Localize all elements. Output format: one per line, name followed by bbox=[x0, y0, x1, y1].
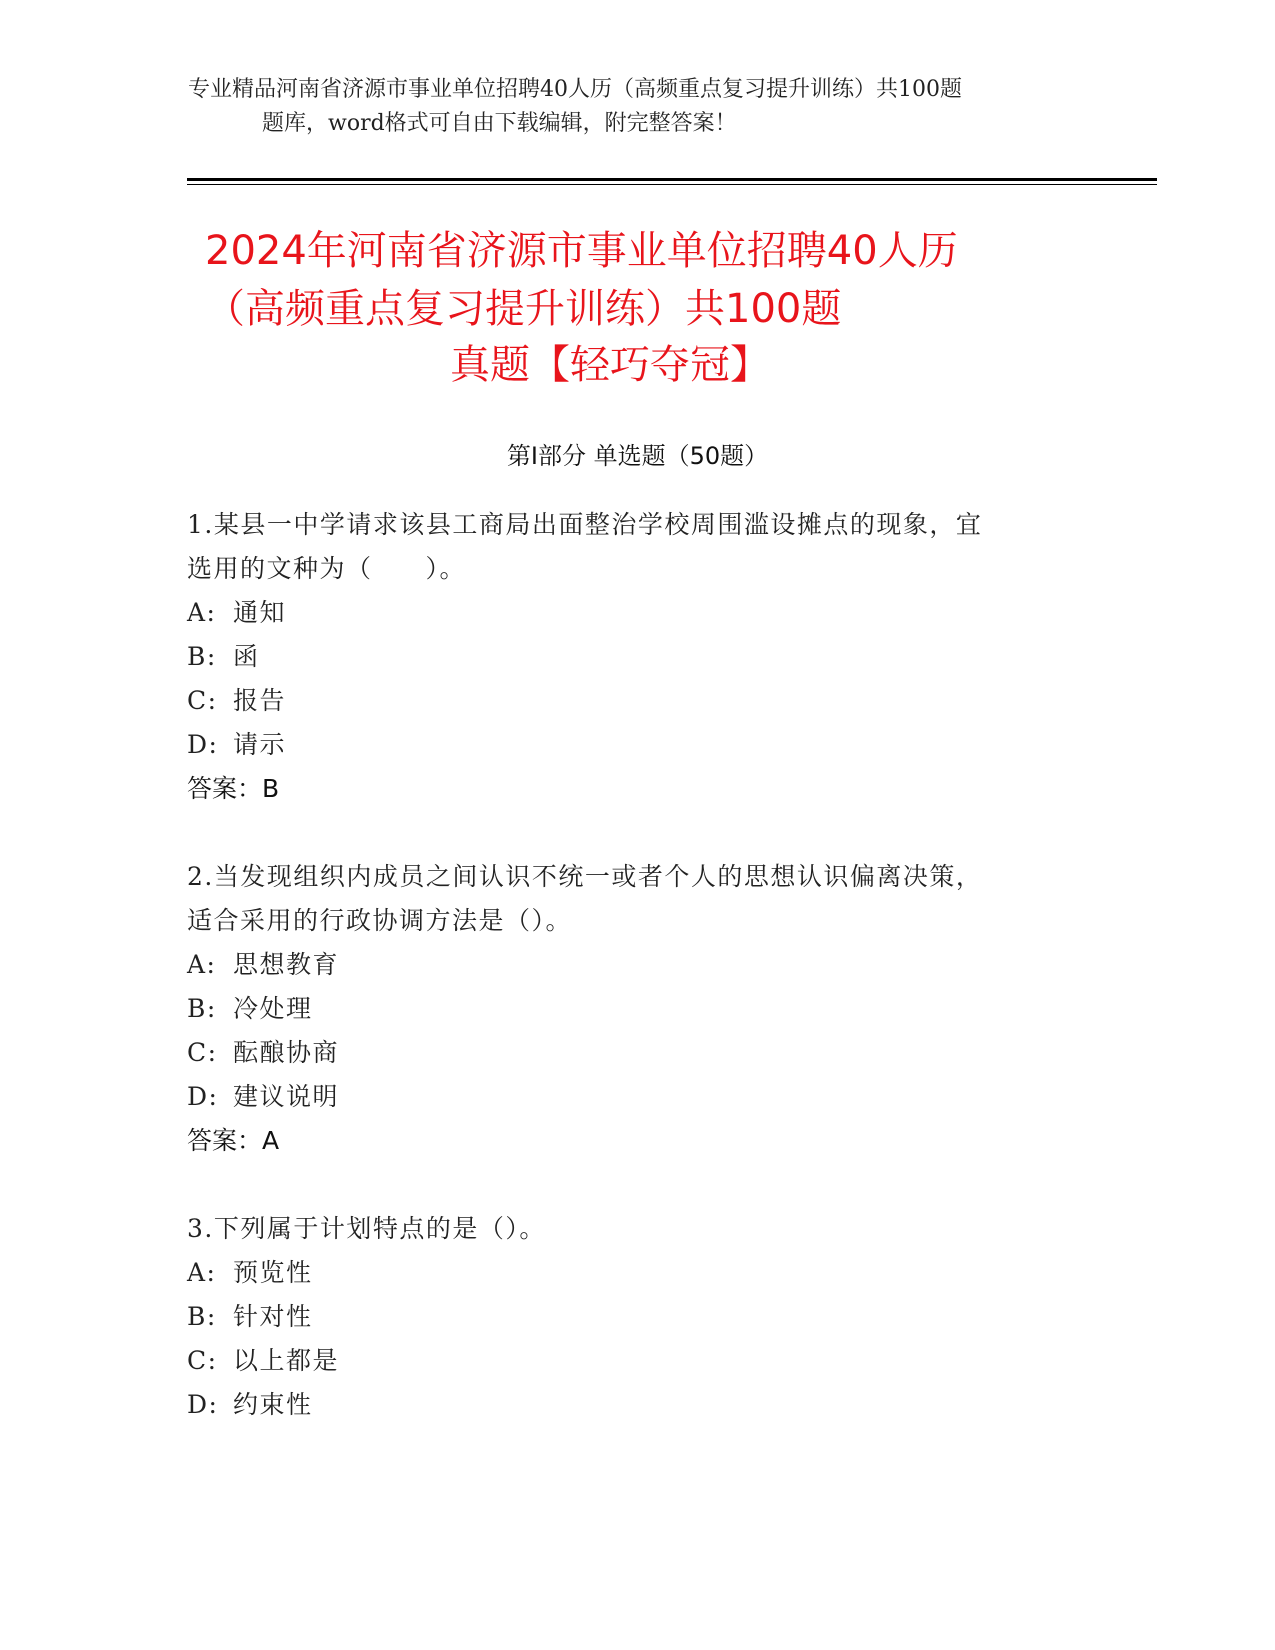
header-line-1: 专业精品河南省济源市事业单位招聘40人历（高频重点复习提升训练）共100题 bbox=[188, 77, 962, 102]
header-rule-thick bbox=[187, 178, 1157, 181]
section-title: 第Ⅰ部分 单选题（50题） bbox=[506, 442, 769, 470]
question-1-text-line-1: 1.某县一中学请求该县工商局出面整治学校周围滥设摊点的现象，宜 bbox=[187, 510, 983, 539]
option-key: C: bbox=[187, 686, 218, 715]
question-2-text-line-2: 适合采用的行政协调方法是（）。 bbox=[187, 906, 573, 935]
question-3-option-d bbox=[187, 1388, 313, 1422]
option-key: A: bbox=[187, 950, 217, 979]
option-key: C: bbox=[187, 1346, 218, 1375]
question-1-option-b bbox=[187, 640, 260, 674]
option-text: 报告 bbox=[233, 686, 287, 715]
document-title-line-2: （高频重点复习提升训练）共100题 bbox=[205, 286, 842, 332]
option-text: 建议说明 bbox=[233, 1082, 340, 1111]
option-text: 酝酿协商 bbox=[233, 1038, 340, 1067]
option-text: 函 bbox=[233, 642, 260, 671]
option-text: 冷处理 bbox=[233, 994, 313, 1023]
document-title-line-3: 真题【轻巧夺冠】 bbox=[450, 342, 770, 388]
option-key: D: bbox=[187, 1390, 219, 1419]
question-1-text-line-2: 选用的文种为（ ）。 bbox=[187, 554, 467, 583]
question-2-answer: 答案：A bbox=[187, 1126, 280, 1155]
option-text: 通知 bbox=[233, 598, 287, 627]
question-1-option-d bbox=[187, 728, 286, 762]
header-line-2: 题库，word格式可自由下载编辑，附完整答案！ bbox=[262, 111, 737, 136]
option-key: D: bbox=[187, 730, 219, 759]
question-2-option-d bbox=[187, 1080, 339, 1114]
question-1-answer: 答案：B bbox=[187, 774, 280, 803]
document-title-line-1: 2024年河南省济源市事业单位招聘40人历 bbox=[205, 228, 958, 274]
option-text: 请示 bbox=[233, 730, 287, 759]
question-3-option-a bbox=[187, 1256, 313, 1290]
option-key: D: bbox=[187, 1082, 219, 1111]
question-3-option-b bbox=[187, 1300, 313, 1334]
question-2-option-a bbox=[187, 948, 339, 982]
option-text: 预览性 bbox=[233, 1258, 313, 1287]
question-2-text-line-1: 2.当发现组织内成员之间认识不统一或者个人的思想认识偏离决策， bbox=[187, 862, 983, 891]
option-key: B: bbox=[187, 1302, 217, 1331]
option-key: B: bbox=[187, 642, 217, 671]
option-key: B: bbox=[187, 994, 217, 1023]
option-key: C: bbox=[187, 1038, 218, 1067]
question-1-option-c bbox=[187, 684, 286, 718]
option-text: 约束性 bbox=[233, 1390, 313, 1419]
question-2-option-b bbox=[187, 992, 313, 1026]
question-3-option-c bbox=[187, 1344, 339, 1378]
header-rule-thin bbox=[187, 184, 1157, 185]
option-text: 以上都是 bbox=[233, 1346, 340, 1375]
option-key: A: bbox=[187, 598, 217, 627]
question-2-option-c bbox=[187, 1036, 339, 1070]
option-text: 针对性 bbox=[233, 1302, 313, 1331]
question-1-option-a bbox=[187, 596, 286, 630]
option-text: 思想教育 bbox=[233, 950, 340, 979]
option-key: A: bbox=[187, 1258, 217, 1287]
question-3-text-line-1: 3.下列属于计划特点的是（）。 bbox=[187, 1214, 546, 1243]
